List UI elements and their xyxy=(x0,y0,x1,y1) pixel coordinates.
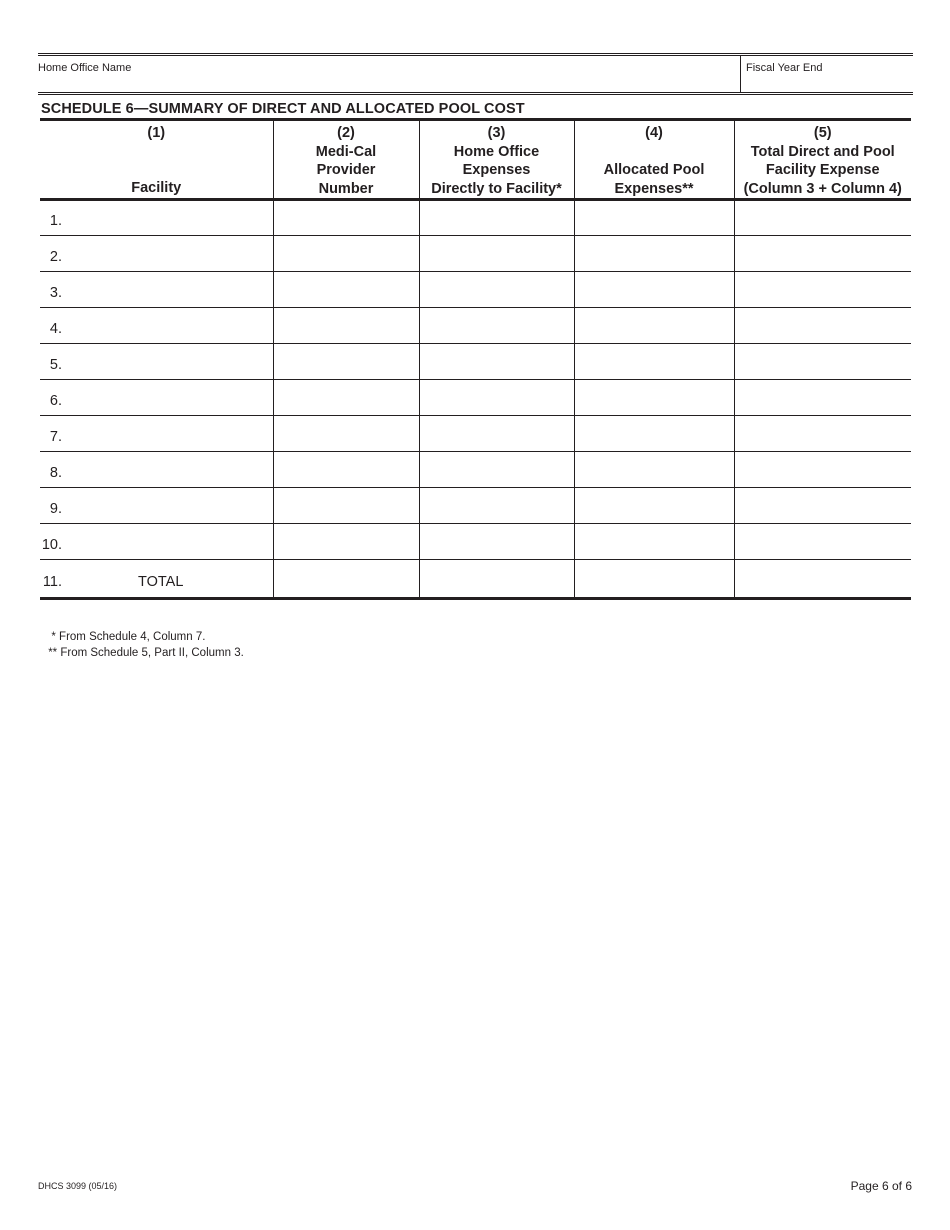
header-divider xyxy=(740,56,741,92)
total-expense-cell[interactable] xyxy=(734,560,911,599)
row-number: 10. xyxy=(41,537,62,553)
provider-number-cell[interactable] xyxy=(273,560,419,599)
footnote: * From Schedule 4, Column 7. xyxy=(45,631,206,643)
total-expense-cell[interactable] xyxy=(734,416,911,452)
total-expense-cell[interactable] xyxy=(734,488,911,524)
column-header-total xyxy=(734,120,911,200)
facility-cell[interactable] xyxy=(40,200,273,236)
row-number: 3. xyxy=(49,285,62,301)
table-row xyxy=(40,524,911,560)
table-row xyxy=(40,200,911,236)
total-expense-cell[interactable] xyxy=(734,308,911,344)
column-number: (2) xyxy=(337,125,355,141)
direct-expenses-cell[interactable] xyxy=(419,200,574,236)
row-number: 2. xyxy=(49,249,62,265)
direct-expenses-cell[interactable] xyxy=(419,272,574,308)
allocated-pool-cell[interactable] xyxy=(574,272,734,308)
direct-expenses-cell[interactable] xyxy=(419,488,574,524)
column-title-line: Provider xyxy=(316,162,376,178)
total-expense-cell[interactable] xyxy=(734,236,911,272)
column-title-line: Home Office xyxy=(453,143,540,160)
page-number: Page 6 of 6 xyxy=(850,1179,912,1193)
direct-expenses-cell[interactable] xyxy=(419,380,574,416)
allocated-pool-cell[interactable] xyxy=(574,200,734,236)
column-header-allocated-pool xyxy=(574,120,734,200)
facility-cell[interactable] xyxy=(40,416,273,452)
row-number: 4. xyxy=(49,321,62,337)
column-number: (4) xyxy=(645,125,663,141)
table-row xyxy=(40,236,911,272)
footnote: ** From Schedule 5, Part II, Column 3. xyxy=(45,647,244,659)
column-number: (1) xyxy=(147,125,166,141)
provider-number-cell[interactable] xyxy=(273,524,419,560)
row-number: 5. xyxy=(49,357,62,373)
provider-number-cell[interactable] xyxy=(273,308,419,344)
allocated-pool-cell[interactable] xyxy=(574,308,734,344)
allocated-pool-cell[interactable] xyxy=(574,344,734,380)
facility-cell[interactable] xyxy=(40,488,273,524)
table-row xyxy=(40,272,911,308)
table-row xyxy=(40,344,911,380)
total-expense-cell[interactable] xyxy=(734,344,911,380)
schedule-title: SCHEDULE 6—SUMMARY OF DIRECT AND ALLOCATED POOL COST xyxy=(41,101,525,117)
column-header-facility xyxy=(40,120,273,200)
allocated-pool-cell[interactable] xyxy=(574,380,734,416)
row-number: 6. xyxy=(49,393,62,409)
facility-cell[interactable] xyxy=(40,236,273,272)
provider-number-cell[interactable] xyxy=(273,200,419,236)
table-row xyxy=(40,308,911,344)
header-row xyxy=(40,120,911,200)
facility-cell[interactable] xyxy=(40,452,273,488)
column-title-line: Allocated Pool xyxy=(603,162,705,178)
facility-cell[interactable] xyxy=(40,524,273,560)
allocated-pool-cell[interactable] xyxy=(574,488,734,524)
total-expense-cell[interactable] xyxy=(734,452,911,488)
provider-number-cell[interactable] xyxy=(273,416,419,452)
column-number: (3) xyxy=(487,125,506,141)
provider-number-cell[interactable] xyxy=(273,236,419,272)
table-row xyxy=(40,488,911,524)
row-number: 7. xyxy=(49,429,62,445)
facility-cell[interactable] xyxy=(40,380,273,416)
table-row xyxy=(40,452,911,488)
direct-expenses-cell[interactable] xyxy=(419,236,574,272)
column-title-line: Facility Expense xyxy=(765,162,880,178)
summary-table xyxy=(40,118,911,600)
direct-expenses-cell[interactable] xyxy=(419,344,574,380)
direct-expenses-cell[interactable] xyxy=(419,416,574,452)
header-box xyxy=(38,53,913,95)
direct-expenses-cell[interactable] xyxy=(419,308,574,344)
provider-number-cell[interactable] xyxy=(273,488,419,524)
row-number: 8. xyxy=(49,465,62,481)
facility-cell[interactable] xyxy=(40,344,273,380)
table-row xyxy=(40,560,911,599)
direct-expenses-cell[interactable] xyxy=(419,524,574,560)
total-expense-cell[interactable] xyxy=(734,272,911,308)
row-number: 1. xyxy=(49,213,62,229)
table-row xyxy=(40,380,911,416)
total-label: TOTAL xyxy=(138,574,184,590)
row-number: 9. xyxy=(49,501,62,517)
allocated-pool-cell[interactable] xyxy=(574,416,734,452)
column-title-line: Facility xyxy=(131,179,182,196)
total-expense-cell[interactable] xyxy=(734,524,911,560)
column-number: (5) xyxy=(813,125,832,141)
row-number: 11. xyxy=(42,574,62,590)
provider-number-cell[interactable] xyxy=(273,272,419,308)
facility-cell[interactable] xyxy=(40,272,273,308)
provider-number-cell[interactable] xyxy=(273,452,419,488)
direct-expenses-cell[interactable] xyxy=(419,452,574,488)
total-expense-cell[interactable] xyxy=(734,200,911,236)
column-header-direct-expenses xyxy=(419,120,574,200)
allocated-pool-cell[interactable] xyxy=(574,236,734,272)
fiscal-year-end-label: Fiscal Year End xyxy=(746,62,823,74)
allocated-pool-cell[interactable] xyxy=(574,560,734,599)
footnotes xyxy=(45,629,244,661)
column-title-line: (Column 3 + Column 4) xyxy=(743,180,902,197)
column-header-provider-number xyxy=(273,120,419,200)
provider-number-cell[interactable] xyxy=(273,380,419,416)
column-title-line: Expenses** xyxy=(614,180,694,197)
facility-cell[interactable] xyxy=(40,308,273,344)
allocated-pool-cell[interactable] xyxy=(574,524,734,560)
form-id: DHCS 3099 (05/16) xyxy=(38,1181,118,1191)
column-title-line: Expenses xyxy=(462,162,531,178)
allocated-pool-cell[interactable] xyxy=(574,452,734,488)
provider-number-cell[interactable] xyxy=(273,344,419,380)
home-office-name-label: Home Office Name xyxy=(38,62,132,74)
table-row xyxy=(40,416,911,452)
column-title-line: Directly to Facility* xyxy=(431,180,562,197)
column-title-line: Number xyxy=(318,180,374,197)
total-expense-cell[interactable] xyxy=(734,380,911,416)
facility-cell[interactable] xyxy=(40,560,273,599)
column-title-line: Medi-Cal xyxy=(315,143,377,160)
direct-expenses-cell[interactable] xyxy=(419,560,574,599)
column-title-line: Total Direct and Pool xyxy=(750,143,895,160)
